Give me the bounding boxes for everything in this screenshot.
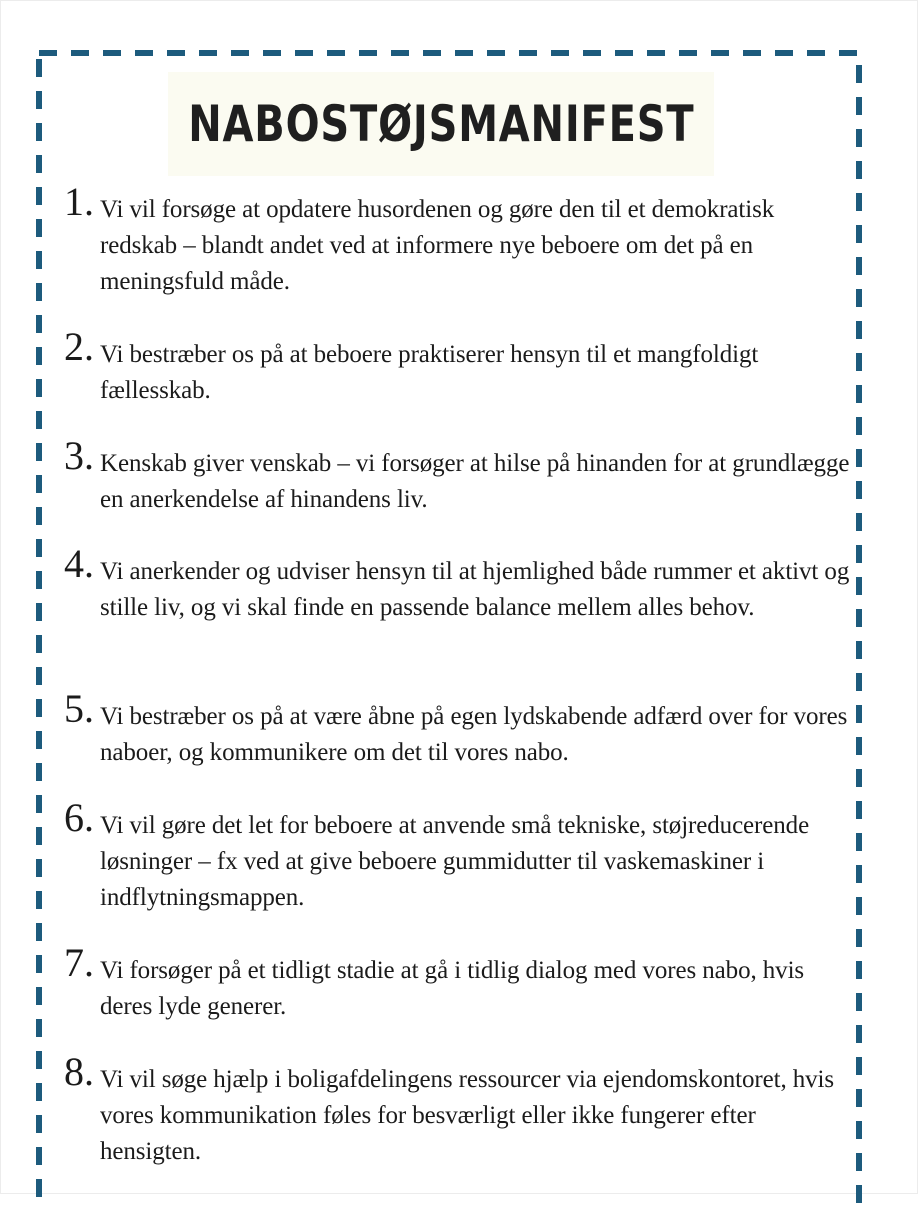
- list-item: [64, 433, 854, 518]
- title-banner: [168, 72, 714, 176]
- list-item: [64, 324, 854, 409]
- item-number: 1.: [64, 179, 94, 224]
- item-number: 5.: [64, 686, 94, 731]
- list-item: [64, 1049, 854, 1170]
- item-text: Vi bestræber os på at være åbne på egen lydskabende adfærd over for vores naboer, og kommunikere om det til vores nabo.: [100, 703, 848, 766]
- item-text: Vi vil gøre det let for beboere at anvende små tekniske, støjreducerende løsninger – fx ved at give beboere gummidutter til vaskemaskiner i indflytningsmappen.: [100, 812, 810, 911]
- list-item: [64, 686, 854, 771]
- page-title: NABOSTØJSMANIFEST: [187, 95, 695, 153]
- item-number: 6.: [64, 795, 94, 840]
- item-text: Vi bestræber os på at beboere praktiserer hensyn til et mangfoldigt fællesskab.: [100, 341, 759, 404]
- item-number: 2.: [64, 324, 94, 369]
- item-text: Kenskab giver venskab – vi forsøger at hilse på hinanden for at grundlægge en anerkendelse af hinandens liv.: [100, 450, 850, 513]
- item-text: Vi vil søge hjælp i boligafdelingens ressourcer via ejendomskontoret, hvis vores kommunikation føles for besværligt eller ikke fungerer efter hensigten.: [100, 1066, 835, 1165]
- list-item: [64, 541, 854, 626]
- list-item: [64, 179, 854, 300]
- list-item: [64, 940, 854, 1025]
- item-number: 4.: [64, 541, 94, 586]
- item-text: Vi anerkender og udviser hensyn til at hjemlighed både rummer et aktivt og stille liv, og vi skal finde en passende balance mellem alles behov.: [100, 558, 850, 621]
- item-text: Vi forsøger på et tidligt stadie at gå i tidlig dialog med vores nabo, hvis deres lyde generer.: [100, 957, 805, 1020]
- item-number: 3.: [64, 433, 94, 478]
- list-item: [64, 795, 854, 916]
- item-number: 7.: [64, 940, 94, 985]
- item-number: 8.: [64, 1049, 94, 1094]
- item-text: Vi vil forsøge at opdatere husordenen og gøre den til et demokratisk redskab – blandt andet ved at informere nye beboere om det på en meningsfuld måde.: [100, 196, 775, 295]
